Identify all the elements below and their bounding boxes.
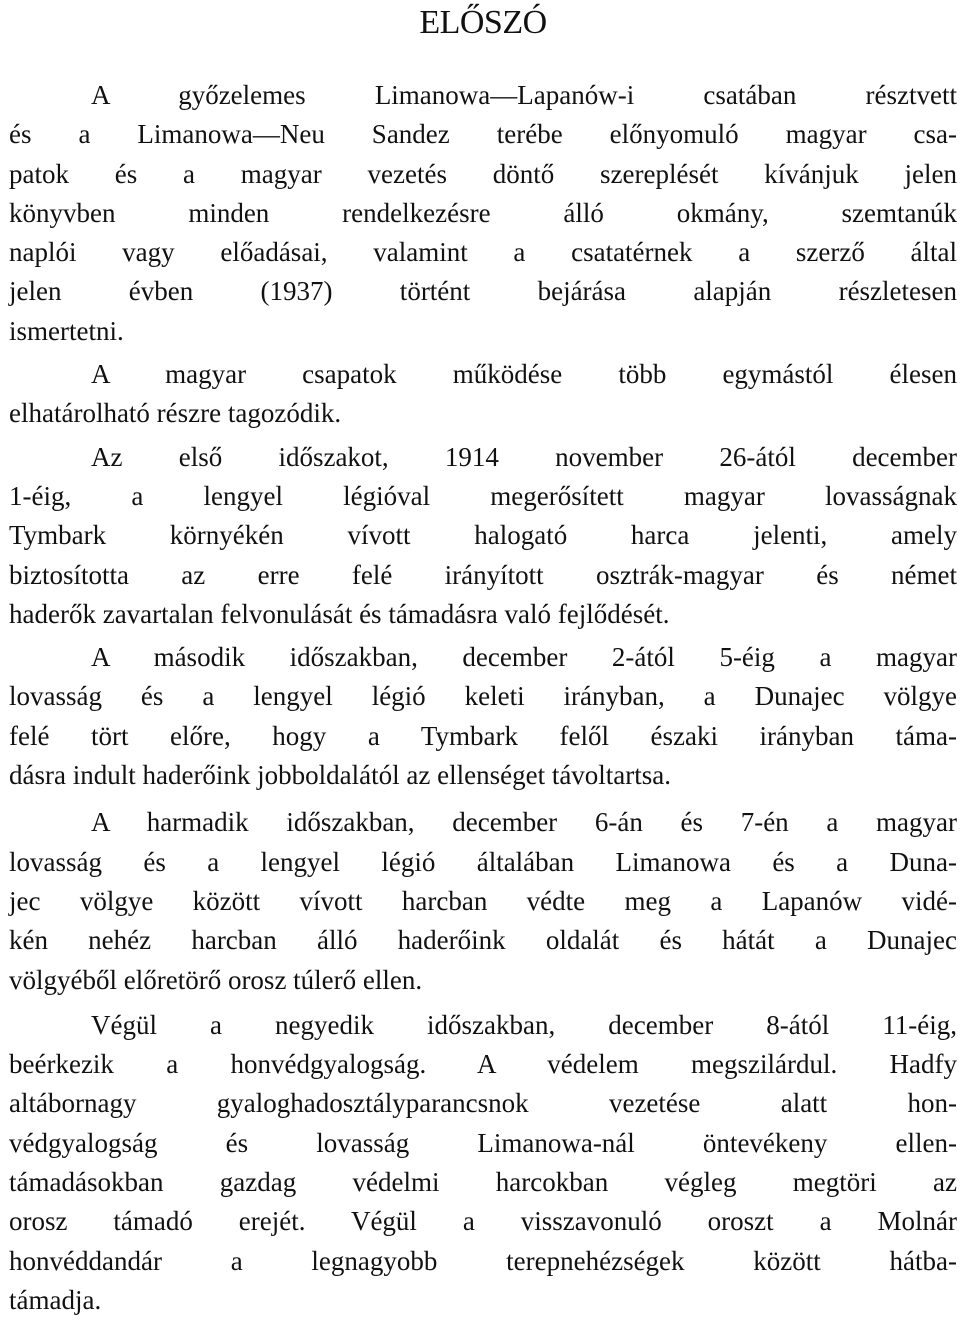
paragraph-5 bbox=[9, 803, 957, 999]
text-line: könyvben minden rendelkezésre álló okmány, szemtanúk bbox=[9, 197, 957, 228]
text-line: Tymbark környékén vívott halogató harca jelenti, amely bbox=[9, 520, 957, 551]
text-line: elhatárolható részre tagozódik. bbox=[9, 398, 342, 429]
text-line: naplói vagy előadásai, valamint a csatatérnek a szerző által bbox=[9, 237, 957, 268]
text-line: jelen évben (1937) történt bejárása alapján részletesen bbox=[9, 276, 957, 307]
text-line: támadásokban gazdag védelmi harcokban végleg megtöri az bbox=[9, 1167, 957, 1198]
paragraph-6 bbox=[9, 1006, 957, 1320]
text-line: lovasság és a lengyel légió általában Limanowa és a Duna- bbox=[9, 846, 957, 877]
text-line: völgyéből előretörő orosz túlerő ellen. bbox=[9, 964, 423, 995]
text-line: A magyar csapatok működése több egymástól élesen bbox=[91, 359, 957, 390]
text-line: támadja. bbox=[9, 1284, 102, 1315]
text-line: Az első időszakot, 1914 november 26-ától december bbox=[91, 441, 957, 472]
text-line: kén nehéz harcban álló haderőink oldalát és hátát a Dunajec bbox=[9, 925, 957, 956]
text-line: felé tört előre, hogy a Tymbark felől északi irányban táma- bbox=[9, 720, 957, 751]
text-line: honvéddandár a legnagyobb terepnehézségek között hátba- bbox=[9, 1245, 957, 1276]
text-line: ismertetni. bbox=[9, 315, 124, 346]
paragraph-4 bbox=[9, 638, 957, 795]
paragraph-1 bbox=[9, 76, 957, 351]
text-line: 1-éig, a lengyel légióval megerősített magyar lovasságnak bbox=[9, 480, 957, 511]
text-line: Végül a negyedik időszakban, december 8-ától 11-éig, bbox=[91, 1009, 957, 1040]
text-line: és a Limanowa—Neu Sandez terébe előnyomuló magyar csa- bbox=[9, 119, 957, 150]
text-line: lovasság és a lengyel légió keleti irányban, a Dunajec völgye bbox=[9, 681, 957, 712]
text-line: jec völgye között vívott harcban védte meg a Lapanów vidé- bbox=[9, 885, 957, 916]
text-line: orosz támadó erejét. Végül a visszavonuló oroszt a Molnár bbox=[9, 1206, 957, 1237]
paragraph-2 bbox=[9, 355, 957, 434]
text-line: A második időszakban, december 2-ától 5-éig a magyar bbox=[91, 642, 957, 673]
page-title: ELŐSZÓ bbox=[419, 4, 547, 41]
paragraph-3 bbox=[9, 438, 957, 634]
text-line: haderők zavartalan felvonulását és támadásra való fejlődését. bbox=[9, 598, 670, 629]
text-line: beérkezik a honvédgyalogság. A védelem megszilárdul. Hadfy bbox=[9, 1049, 957, 1080]
text-line: altábornagy gyaloghadosztályparancsnok vezetése alatt hon- bbox=[9, 1088, 957, 1119]
text-line: A harmadik időszakban, december 6-án és 7-én a magyar bbox=[91, 807, 957, 838]
document-page bbox=[9, 0, 957, 1320]
text-line: biztosította az erre felé irányított osztrák-magyar és német bbox=[9, 559, 957, 590]
text-line: patok és a magyar vezetés döntő szereplését kívánjuk jelen bbox=[9, 158, 957, 189]
text-line: védgyalogság és lovasság Limanowa-nál öntevékeny ellen- bbox=[9, 1127, 957, 1158]
text-line: dásra indult haderőink jobboldalától az ellenséget távoltartsa. bbox=[9, 760, 672, 791]
text-line: A győzelemes Limanowa—Lapanów-i csatában résztvett bbox=[91, 80, 957, 110]
